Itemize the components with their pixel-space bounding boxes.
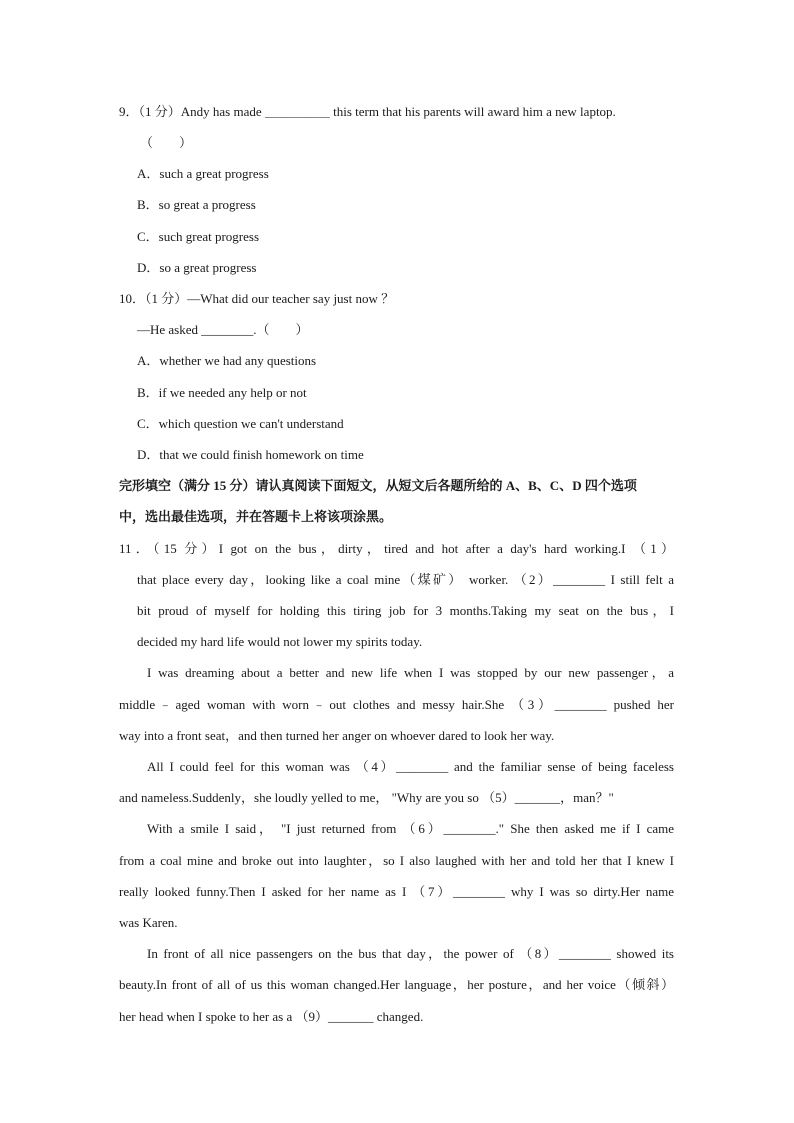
passage-line: really looked funny.Then I asked for her name as I （7）________ why I was so dirty.Her name bbox=[119, 884, 674, 899]
question-9-stem: 9．（1 分）Andy has made ＿＿＿＿＿ this term that his parents will award him a new laptop. bbox=[119, 104, 616, 119]
passage-line: decided my hard life would not lower my spirits today. bbox=[137, 634, 423, 649]
passage-line: her head when I spoke to her as a （9）_______ changed. bbox=[119, 1009, 424, 1024]
passage-line: I was dreaming about a better and new life when I was stopped by our new passenger，a bbox=[147, 665, 674, 680]
passage-line: In front of all nice passengers on the bus that day，the power of （8）________ showed its bbox=[147, 946, 674, 961]
passage-line: All I could feel for this woman was （4）________ and the familiar sense of being faceless bbox=[147, 759, 674, 774]
passage-line: that place every day，looking like a coal mine（煤矿） worker. （2）________ I still felt a bbox=[137, 572, 674, 587]
passage-line: middle﹣aged woman with worn﹣out clothes and messy hair.She （3）________ pushed her bbox=[119, 697, 674, 712]
passage-line: was Karen. bbox=[119, 915, 178, 930]
question-10-option-a: A．whether we had any questions bbox=[137, 353, 317, 368]
passage-line: 11．（15 分）I got on the bus，dirty，tired and hot after a day's hard working.I （1） bbox=[119, 541, 674, 556]
question-9-option-c: C．such great progress bbox=[137, 229, 260, 244]
question-9-option-a: A．such a great progress bbox=[137, 166, 269, 181]
section-heading-line-1: 完形填空（满分 15 分）请认真阅读下面短文，从短文后各题所给的 A、B、C、D 四个选项 bbox=[119, 478, 637, 493]
question-10-answer-line: —He asked ________.（ ） bbox=[137, 322, 309, 337]
question-9-answer-paren: （ ） bbox=[140, 135, 193, 150]
question-9-option-d: D．so a great progress bbox=[137, 260, 257, 275]
question-9-option-b: B．so great a progress bbox=[137, 197, 256, 212]
passage-line: With a smile I said， "I just returned from （6）________." She then asked me if I came bbox=[147, 821, 674, 836]
passage-line: and nameless.Suddenly，she loudly yelled to me， "Why are you so （5）_______，man？" bbox=[119, 790, 614, 805]
question-10-option-b: B．if we needed any help or not bbox=[137, 385, 307, 400]
section-heading-line-2: 中，选出最佳选项，并在答题卡上将该项涂黑。 bbox=[119, 509, 393, 524]
passage-line: from a coal mine and broke out into laughter，so I also laughed with her and told her that I knew I bbox=[119, 853, 674, 868]
question-10-option-d: D．that we could finish homework on time bbox=[137, 447, 364, 462]
question-10-stem: 10．（1 分）—What did our teacher say just now ？ bbox=[119, 291, 395, 306]
question-10-option-c: C．which question we can't understand bbox=[137, 416, 344, 431]
passage-line: way into a front seat，and then turned her anger on whoever dared to look her way. bbox=[119, 728, 555, 743]
passage-line: beauty.In front of all of us this woman changed.Her language，her posture，and her voice（倾斜） bbox=[119, 977, 674, 992]
passage-line: bit proud of myself for holding this tiring job for 3 months.Taking my seat on the bus，I bbox=[137, 603, 674, 618]
